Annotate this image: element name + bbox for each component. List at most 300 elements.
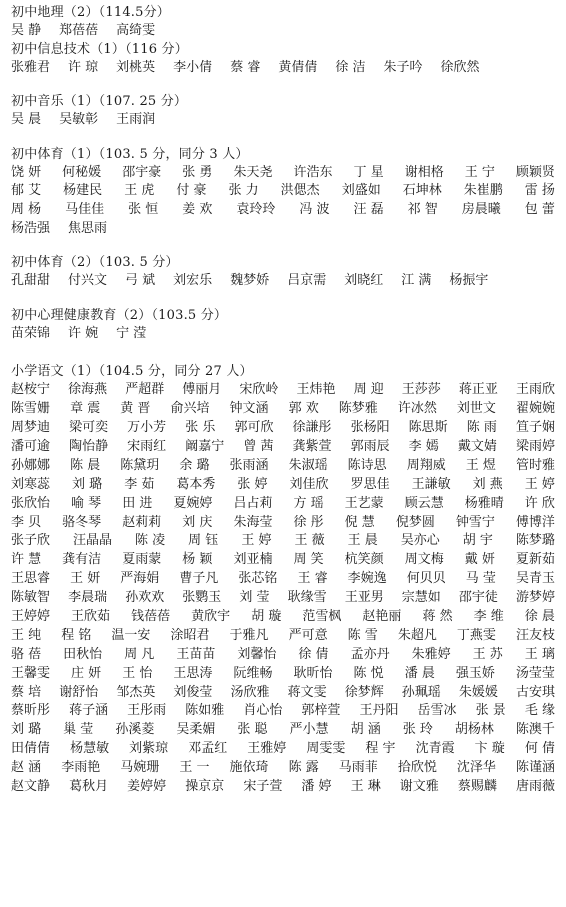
candidate-name: 喻 琴 [71, 495, 102, 511]
candidate-name: 朱天尧 [233, 164, 273, 180]
candidate-name: 张 恒 [128, 201, 159, 217]
candidate-name: 岳雪冰 [417, 703, 457, 719]
candidate-name: 王 宁 [464, 164, 495, 180]
section-title: 初中信息技术（1）（116 分） [11, 41, 188, 57]
candidate-name: 孙欢欢 [125, 590, 165, 606]
candidate-name: 陈诗思 [347, 457, 387, 473]
candidate-name: 刘 莹 [239, 590, 270, 606]
candidate-name: 王彤雨 [127, 703, 167, 719]
candidate-name: 王 一 [179, 760, 210, 776]
candidate-name: 蒋子涵 [69, 703, 109, 719]
candidate-name: 刘寒蕊 [11, 476, 51, 492]
candidate-name: 徐 彤 [293, 514, 324, 530]
candidate-name: 许 欣 [524, 495, 555, 511]
candidate-name: 孙珮瑶 [401, 684, 441, 700]
candidate-name: 杨 颖 [182, 552, 213, 568]
candidate-name: 蔡昕彤 [11, 703, 51, 719]
candidate-name: 张 力 [228, 183, 259, 199]
candidate-name: 饶 妍 [11, 164, 42, 180]
candidate-name: 王思睿 [11, 571, 51, 587]
candidate-name: 刘俊莹 [173, 684, 213, 700]
candidate-name: 宗慧如 [401, 590, 441, 606]
candidate-name: 周 迎 [353, 382, 384, 398]
candidate-name: 钱蓓蓓 [131, 609, 171, 625]
candidate-name: 徐 倩 [298, 646, 329, 662]
candidate-name: 陈 露 [288, 760, 319, 776]
candidate-name: 温一安 [111, 627, 151, 643]
candidate-name: 邵宇徒 [458, 590, 498, 606]
candidate-name: 谢相格 [404, 164, 444, 180]
candidate-name: 葛本秀 [176, 476, 216, 492]
candidate-name: 夏雨蒙 [122, 552, 162, 568]
candidate-name: 王欣茹 [71, 609, 111, 625]
candidate-name: 陈梦璐 [515, 533, 555, 549]
candidate-name: 马雨菲 [338, 760, 378, 776]
candidate-name: 王 妍 [70, 571, 101, 587]
candidate-name: 古安琪 [515, 684, 555, 700]
candidate-name: 吕占莉 [233, 495, 273, 511]
candidate-name: 潘 婷 [301, 779, 332, 795]
candidate-name: 周 凡 [124, 646, 155, 662]
candidate-name: 严海娟 [120, 571, 160, 587]
candidate-name: 曾 茜 [243, 439, 274, 455]
candidate-name: 朱子吟 [383, 59, 423, 75]
name-row [11, 589, 555, 608]
candidate-name: 巢 莹 [63, 722, 94, 738]
candidate-name: 阮维畅 [233, 665, 273, 681]
candidate-name: 陈思斯 [408, 420, 448, 436]
candidate-name: 赵 涵 [11, 760, 42, 776]
candidate-name: 陈 悦 [353, 665, 384, 681]
candidate-name: 刘 璐 [11, 722, 42, 738]
candidate-name: 李雨艳 [61, 760, 101, 776]
candidate-name: 王雅婷 [247, 741, 287, 757]
candidate-name: 姜 欢 [182, 201, 213, 217]
name-row [11, 419, 555, 438]
candidate-name: 黄倩倩 [278, 59, 318, 75]
candidate-name: 马婉珊 [120, 760, 160, 776]
candidate-name: 蒋文雯 [287, 684, 327, 700]
name-row [11, 532, 555, 551]
candidate-name: 郭雨辰 [350, 439, 390, 455]
candidate-name: 严可意 [288, 627, 328, 643]
candidate-name: 朱崔鹏 [463, 183, 503, 199]
candidate-name: 李 维 [473, 609, 504, 625]
candidate-name: 傅丽月 [182, 382, 222, 398]
candidate-name: 刘桃英 [116, 59, 156, 75]
section-title: 初中音乐（1）（107. 25 分） [11, 94, 188, 110]
candidate-name: 田倩倩 [11, 741, 51, 757]
candidate-name: 张 婷 [237, 476, 268, 492]
candidate-name: 陈梦雅 [338, 401, 378, 417]
candidate-name: 严小慧 [289, 722, 329, 738]
candidate-name: 杨慧敏 [70, 741, 110, 757]
candidate-name: 严超群 [125, 382, 165, 398]
candidate-name: 徐 晨 [524, 609, 555, 625]
candidate-name: 王 婷 [524, 476, 555, 492]
name-row [11, 570, 555, 589]
candidate-name: 刘佳欣 [289, 476, 329, 492]
candidate-name: 弓 斌 [125, 273, 156, 289]
candidate-name: 周翔威 [406, 457, 446, 473]
candidate-name: 王 怡 [122, 665, 153, 681]
candidate-name: 孙娜娜 [11, 457, 51, 473]
candidate-name: 雷 扬 [524, 183, 555, 199]
section-spacer [11, 291, 555, 307]
candidate-name: 王 煜 [465, 457, 496, 473]
candidate-name: 梁雨婷 [515, 439, 555, 455]
candidate-name: 沈青霞 [415, 741, 455, 757]
name-row [11, 182, 555, 201]
section-spacer [11, 77, 555, 93]
candidate-name: 周文梅 [404, 552, 444, 568]
name-row [11, 381, 555, 400]
name-row [11, 551, 555, 570]
candidate-name: 李 茹 [124, 476, 155, 492]
candidate-name: 王雨欣 [515, 382, 555, 398]
candidate-name: 钟雪宁 [455, 514, 495, 530]
candidate-name: 郑蓓蓓 [59, 23, 99, 38]
candidate-name: 俞兴培 [170, 401, 210, 417]
candidate-name: 笪子娴 [515, 420, 555, 436]
candidate-name: 吕京需 [287, 273, 327, 289]
candidate-name: 王 薇 [294, 533, 325, 549]
candidate-name: 王婷婷 [11, 609, 51, 625]
score-section [11, 307, 555, 344]
candidate-name: 张 景 [475, 703, 506, 719]
candidate-name: 章 震 [70, 401, 101, 417]
name-row [11, 665, 555, 684]
name-row [11, 646, 555, 665]
candidate-name: 包 蕾 [524, 201, 555, 217]
candidate-name: 汪 磊 [353, 201, 384, 217]
candidate-name: 王 纯 [11, 627, 42, 643]
candidate-name: 张杨阳 [350, 420, 390, 436]
candidate-name: 戴 妍 [464, 552, 495, 568]
candidate-name: 宁 滢 [116, 325, 147, 341]
candidate-name: 陶怡静 [69, 439, 109, 455]
candidate-name: 吴敏彰 [59, 112, 99, 128]
candidate-name: 操京京 [185, 779, 225, 795]
name-row [11, 684, 555, 703]
name-row [11, 325, 555, 344]
candidate-name: 唐雨薇 [515, 779, 555, 795]
candidate-name: 葛秋月 [69, 779, 109, 795]
candidate-name: 戴文婧 [457, 439, 497, 455]
candidate-name: 何贝贝 [406, 571, 446, 587]
name-row [11, 220, 555, 239]
candidate-name: 王 苏 [472, 646, 503, 662]
candidate-name: 胡 涵 [350, 722, 381, 738]
candidate-name: 汤欣雅 [230, 684, 270, 700]
candidate-name: 焦思雨 [68, 220, 108, 236]
candidate-name: 姜婷婷 [127, 779, 167, 795]
candidate-name: 强玉娇 [455, 665, 495, 681]
candidate-name: 胡杨林 [454, 722, 494, 738]
candidate-name: 陈谨涵 [515, 760, 555, 776]
candidate-name: 汪友枝 [515, 627, 555, 643]
candidate-name: 付 豪 [176, 183, 207, 199]
candidate-name: 朱媛媛 [458, 684, 498, 700]
candidate-name: 刘亚楠 [233, 552, 273, 568]
candidate-name: 谢舒怡 [59, 684, 99, 700]
candidate-name: 王 虎 [124, 183, 155, 199]
candidate-name: 苗荣锦 [11, 325, 51, 341]
candidate-name: 付兴文 [68, 273, 108, 289]
candidate-name: 刘世文 [456, 401, 496, 417]
candidate-name: 王苗苗 [176, 646, 216, 662]
candidate-name: 刘盛如 [341, 183, 381, 199]
candidate-name: 宋雨红 [127, 439, 167, 455]
candidate-name: 徐海燕 [68, 382, 108, 398]
name-row [11, 627, 555, 646]
candidate-name: 潘 晨 [404, 665, 435, 681]
candidate-name: 王謙敏 [411, 476, 451, 492]
candidate-name: 骆冬琴 [62, 514, 102, 530]
candidate-name: 庄 妍 [71, 665, 102, 681]
candidate-name: 郭梓萱 [301, 703, 341, 719]
candidate-name: 周 笑 [293, 552, 324, 568]
candidate-name: 方 瑶 [293, 495, 324, 511]
candidate-name: 朱超凡 [397, 627, 437, 643]
candidate-name: 祁 智 [407, 201, 438, 217]
candidate-name: 王丹阳 [359, 703, 399, 719]
candidate-name: 李婉逸 [347, 571, 387, 587]
candidate-name: 刘宏乐 [173, 273, 213, 289]
candidate-name: 刘紫琼 [129, 741, 169, 757]
candidate-name: 朱雅婷 [411, 646, 451, 662]
candidate-name: 吴柔媚 [176, 722, 216, 738]
candidate-name: 龚紫萱 [292, 439, 332, 455]
name-row [11, 721, 555, 740]
candidate-name: 张欣怡 [11, 495, 51, 511]
name-row [11, 495, 555, 514]
candidate-name: 刘 燕 [472, 476, 503, 492]
candidate-name: 郭 欢 [288, 401, 319, 417]
candidate-name: 王 璃 [524, 646, 555, 662]
candidate-name: 丁 星 [353, 164, 384, 180]
candidate-name: 蒋正亚 [458, 382, 498, 398]
candidate-name: 魏梦娇 [230, 273, 270, 289]
name-row [11, 514, 555, 533]
candidate-name: 吴 静 [11, 23, 42, 38]
candidate-name: 赵桉宁 [11, 382, 51, 398]
candidate-name: 汤莹莹 [515, 665, 555, 681]
candidate-name: 许 慧 [11, 552, 42, 568]
candidate-name: 黄欣宇 [191, 609, 231, 625]
candidate-name: 刘 璐 [72, 476, 103, 492]
candidate-name: 毛 缘 [524, 703, 555, 719]
candidate-name: 傅博洋 [515, 514, 555, 530]
name-row [11, 608, 555, 627]
candidate-name: 何秘媛 [62, 164, 102, 180]
candidate-name: 许浩东 [293, 164, 333, 180]
name-row [11, 272, 555, 291]
candidate-name: 袁玲玲 [236, 201, 276, 217]
candidate-name: 陈雪姗 [11, 401, 51, 417]
candidate-name: 顾云慧 [404, 495, 444, 511]
candidate-name: 钟文涵 [229, 401, 269, 417]
candidate-name: 潘可逾 [11, 439, 51, 455]
candidate-name: 管时雅 [515, 457, 555, 473]
candidate-name: 夏婉婷 [173, 495, 213, 511]
candidate-name: 徐欣然 [440, 59, 480, 75]
candidate-name: 孔甜甜 [11, 273, 51, 289]
candidate-name: 谢文雅 [399, 779, 439, 795]
candidate-name: 范雪枫 [302, 609, 342, 625]
score-section [11, 4, 555, 41]
name-row [11, 164, 555, 183]
candidate-name: 石坤林 [402, 183, 442, 199]
candidate-name: 翟婉婉 [515, 401, 555, 417]
candidate-name: 曹子凡 [179, 571, 219, 587]
candidate-name: 余 璐 [179, 457, 210, 473]
name-row [11, 476, 555, 495]
candidate-name: 徐謙彤 [292, 420, 332, 436]
name-row [11, 702, 555, 721]
candidate-name: 胡 璇 [251, 609, 282, 625]
candidate-name: 王馨雯 [11, 665, 51, 681]
candidate-name: 杨建民 [63, 183, 103, 199]
candidate-name: 王雨润 [116, 112, 156, 128]
candidate-name: 倪梦圆 [395, 514, 435, 530]
candidate-name: 陈 雪 [347, 627, 378, 643]
candidate-name: 孟亦丹 [350, 646, 390, 662]
name-row [11, 457, 555, 476]
candidate-name: 拾欣悦 [397, 760, 437, 776]
candidate-name: 游梦婷 [515, 590, 555, 606]
name-row [11, 759, 555, 778]
candidate-name: 吴 晨 [11, 112, 42, 128]
candidate-name: 倪 慧 [344, 514, 375, 530]
candidate-name: 龚有洁 [62, 552, 102, 568]
candidate-name: 万小芳 [127, 420, 167, 436]
candidate-name: 田 进 [122, 495, 153, 511]
candidate-name: 孙溪菱 [115, 722, 155, 738]
candidate-name: 王思涛 [173, 665, 213, 681]
section-title: 初中体育（2）（103. 5 分） [11, 255, 179, 271]
score-section [11, 254, 555, 291]
candidate-name: 黄 晋 [120, 401, 151, 417]
name-row [11, 22, 555, 41]
candidate-name: 李 嫣 [408, 439, 439, 455]
candidate-name: 许冰然 [397, 401, 437, 417]
candidate-name: 郁 艾 [11, 183, 42, 199]
name-row [11, 59, 555, 78]
candidate-name: 周 钰 [188, 533, 219, 549]
name-row [11, 400, 555, 419]
candidate-name: 罗思佳 [350, 476, 390, 492]
section-spacer [11, 130, 555, 146]
candidate-name: 耿昕怡 [293, 665, 333, 681]
candidate-name: 江 满 [401, 273, 432, 289]
candidate-name: 张芯铭 [238, 571, 278, 587]
candidate-name: 王 睿 [297, 571, 328, 587]
candidate-name: 施依琦 [229, 760, 269, 776]
candidate-name: 郭可欣 [234, 420, 274, 436]
score-section [11, 93, 555, 130]
candidate-name: 阚嘉宁 [185, 439, 225, 455]
candidate-name: 王 婷 [241, 533, 272, 549]
candidate-name: 沈泽华 [456, 760, 496, 776]
candidate-name: 许 婉 [68, 325, 99, 341]
candidate-name: 张 勇 [182, 164, 213, 180]
candidate-name: 耿缘雪 [287, 590, 327, 606]
name-row [11, 778, 555, 797]
section-title: 小学语文（1）（104.5 分，同分 27 人） [11, 364, 253, 380]
candidate-name: 马佳佳 [65, 201, 105, 217]
candidate-name: 吴青玉 [515, 571, 555, 587]
candidate-name: 赵文静 [11, 779, 51, 795]
candidate-name: 许 琼 [68, 59, 99, 75]
candidate-name: 邵宇豪 [122, 164, 162, 180]
candidate-name: 朱海莹 [233, 514, 273, 530]
candidate-name: 王艺蒙 [344, 495, 384, 511]
candidate-name: 陈 雨 [466, 420, 497, 436]
candidate-name: 李小倩 [173, 59, 213, 75]
candidate-name: 马 莹 [465, 571, 496, 587]
candidate-name: 赵莉莉 [122, 514, 162, 530]
section-title: 初中地理（2）（114.5分） [11, 5, 170, 20]
candidate-name: 涂昭君 [170, 627, 210, 643]
candidate-name: 蔡赐麟 [457, 779, 497, 795]
candidate-name: 杨浩强 [11, 220, 51, 236]
candidate-name: 宋子萱 [243, 779, 283, 795]
candidate-name: 张 乐 [185, 420, 216, 436]
candidate-name: 王莎莎 [401, 382, 441, 398]
candidate-name: 程 铭 [61, 627, 92, 643]
candidate-name: 刘馨怡 [237, 646, 277, 662]
name-row [11, 740, 555, 759]
candidate-name: 邓孟红 [188, 741, 228, 757]
candidate-name: 冯 波 [299, 201, 330, 217]
candidate-name: 周雯雯 [306, 741, 346, 757]
candidate-name: 宋欣岭 [239, 382, 279, 398]
section-title: 初中体育（1）（103. 5 分，同分 3 人） [11, 146, 249, 162]
candidate-name: 朱淑瑶 [288, 457, 328, 473]
candidate-name: 陈 晨 [70, 457, 101, 473]
candidate-name: 杨雅晴 [464, 495, 504, 511]
candidate-name: 蔡 睿 [230, 59, 261, 75]
candidate-name: 高绮雯 [116, 23, 156, 38]
candidate-name: 徐梦辉 [344, 684, 384, 700]
candidate-name: 汪晶晶 [73, 533, 113, 549]
candidate-name: 程 宇 [365, 741, 396, 757]
score-section [11, 363, 555, 797]
candidate-name: 李晨瑞 [68, 590, 108, 606]
score-section [11, 41, 555, 78]
candidate-name: 陈如雅 [185, 703, 225, 719]
candidate-name: 陈 凌 [135, 533, 166, 549]
name-row [11, 111, 555, 130]
section-title: 初中心理健康教育（2）（103.5 分） [11, 307, 228, 323]
candidate-name: 丁燕雯 [456, 627, 496, 643]
candidate-name: 刘晓红 [344, 273, 384, 289]
score-section [11, 146, 555, 238]
candidate-name: 陈敏智 [11, 590, 51, 606]
candidate-name: 王 晨 [347, 533, 378, 549]
candidate-name: 徐 洁 [335, 59, 366, 75]
candidate-name: 何 倩 [524, 741, 555, 757]
candidate-name: 杭笑颜 [344, 552, 384, 568]
candidate-name: 张雨涵 [229, 457, 269, 473]
name-row [11, 201, 555, 220]
candidate-name: 周 杨 [11, 201, 42, 217]
candidate-name: 蒋 然 [422, 609, 453, 625]
candidate-name: 蔡 培 [11, 684, 42, 700]
candidate-name: 王炜艳 [296, 382, 336, 398]
candidate-name: 肖心怡 [243, 703, 283, 719]
